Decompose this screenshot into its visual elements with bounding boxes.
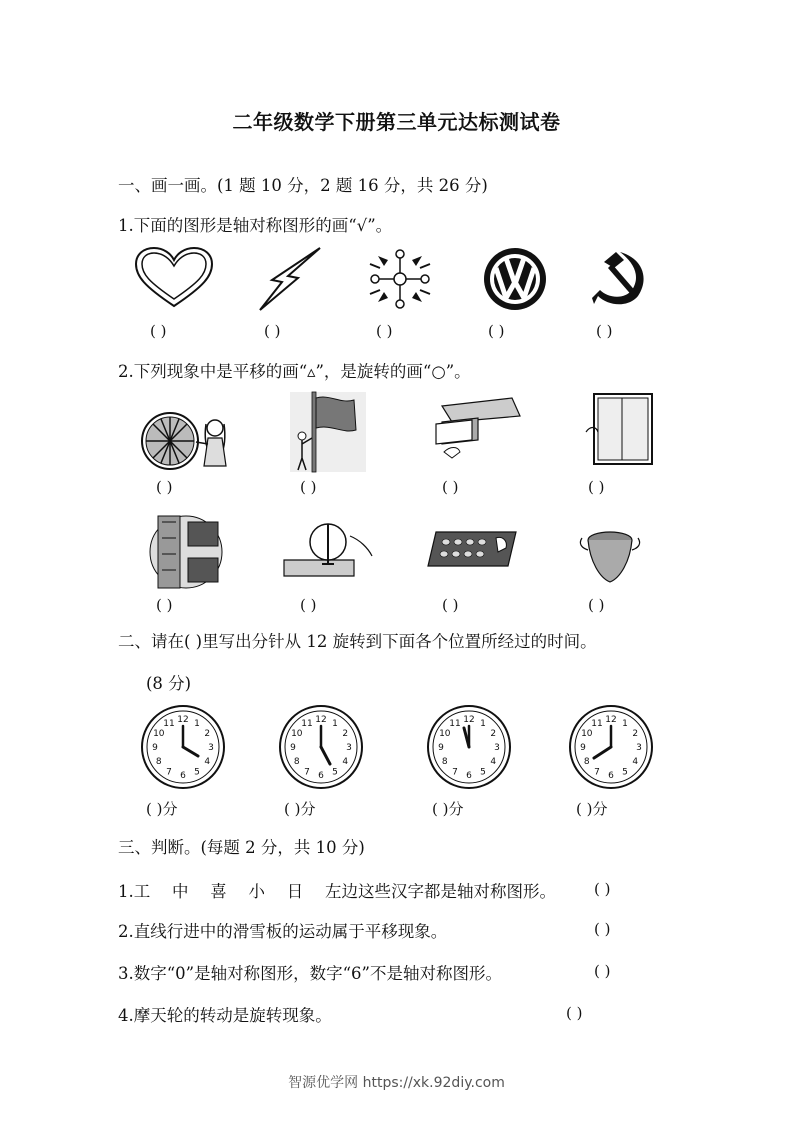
abacus-image: [426, 528, 520, 570]
clock-numeral: 4: [204, 757, 211, 768]
clock-numeral: 7: [304, 767, 310, 778]
clock-numeral: 6: [608, 771, 614, 782]
clock-numeral: 10: [581, 729, 593, 740]
clock-numeral: 3: [494, 743, 500, 754]
section2-heading: 二、请在( )里写出分针从 12 旋转到下面各个位置所经过的时间。: [118, 632, 597, 651]
clock-numeral: 5: [194, 767, 200, 778]
clock-numeral: 10: [153, 729, 165, 740]
question-2-text: 2.下列现象中是平移的画“▵”，是旋转的画“○”。: [118, 362, 471, 381]
clock-numeral: 4: [490, 757, 497, 768]
unit-label: 分: [162, 800, 178, 818]
clock-numeral: 1: [480, 719, 486, 729]
clock-numeral: 1: [622, 719, 628, 729]
clock-numeral: 8: [441, 757, 448, 768]
clock-numeral: 9: [580, 743, 586, 754]
clock-numeral: 7: [452, 767, 458, 778]
answer-blank[interactable]: ( ): [156, 596, 173, 614]
snowflake-ornament-icon: [366, 246, 434, 312]
clock-numeral: 9: [152, 743, 158, 754]
unit-label: 分: [448, 800, 464, 818]
clock-face: [140, 704, 226, 790]
drawer-pulling-image: [432, 392, 522, 464]
clock-numeral: 9: [290, 743, 296, 754]
hammer-sickle-icon: [590, 248, 654, 310]
clock-numeral: 10: [439, 729, 451, 740]
clock-numeral: 12: [177, 715, 189, 726]
judgement-blank[interactable]: ( ): [594, 920, 611, 938]
clock-numeral: 1: [194, 719, 200, 729]
clock-numeral: 11: [301, 719, 313, 729]
clock-face: [426, 704, 512, 790]
section3-heading: 三、判断。(每题 2 分，共 10 分): [118, 838, 365, 857]
clock-numeral: 2: [490, 729, 497, 740]
clock-numeral: 3: [346, 743, 352, 754]
answer-blank[interactable]: ( ): [376, 322, 393, 340]
clock-numeral: 11: [591, 719, 603, 729]
clock-numeral: 6: [180, 771, 186, 782]
judgement-blank[interactable]: ( ): [566, 1004, 583, 1022]
clock-numeral: 4: [342, 757, 349, 768]
clock-numeral: 12: [605, 715, 617, 726]
vw-logo-icon: [482, 246, 548, 312]
clock-numeral: 10: [291, 729, 303, 740]
judgement-blank[interactable]: ( ): [594, 880, 611, 898]
clock-numeral: 8: [583, 757, 590, 768]
globe-spinning-image: [282, 520, 374, 578]
minutes-answer[interactable]: ( )分: [432, 800, 464, 818]
section2-score: (8 分): [146, 674, 192, 693]
clock-numeral: 5: [622, 767, 628, 778]
question-1-text: 1.下面的图形是轴对称图形的画“√”。: [118, 216, 393, 235]
answer-blank[interactable]: ( ): [150, 322, 167, 340]
clock-numeral: 8: [293, 757, 300, 768]
answer-blank[interactable]: ( ): [596, 322, 613, 340]
clock-numeral: 2: [204, 729, 211, 740]
clock-numeral: 6: [318, 771, 324, 782]
page-title: 二年级数学下册第三单元达标测试卷: [232, 110, 561, 134]
judgement-item: 4.摩天轮的转动是旋转现象。: [118, 1006, 332, 1025]
ferris-wheel-girl-image: [140, 408, 236, 474]
clock-numeral: 4: [632, 757, 639, 768]
clock-numeral: 3: [208, 743, 214, 754]
minutes-answer[interactable]: ( )分: [146, 800, 178, 818]
spinning-top-image: [574, 526, 646, 584]
answer-blank[interactable]: ( ): [442, 596, 459, 614]
clock-numeral: 11: [163, 719, 175, 729]
minutes-answer[interactable]: ( )分: [284, 800, 316, 818]
clock-numeral: 5: [480, 767, 486, 778]
answer-blank[interactable]: ( ): [588, 478, 605, 496]
answer-blank[interactable]: ( ): [300, 478, 317, 496]
clock-numeral: 6: [466, 771, 472, 782]
answer-blank[interactable]: ( ): [264, 322, 281, 340]
clock-numeral: 1: [332, 719, 338, 729]
unit-label: 分: [592, 800, 608, 818]
flag-raising-image: [290, 392, 366, 472]
answer-blank[interactable]: ( ): [588, 596, 605, 614]
clock-numeral: 12: [315, 715, 327, 726]
section1-heading: 一、画一画。(1 题 10 分，2 题 16 分，共 26 分): [118, 176, 488, 195]
clock-numeral: 12: [463, 715, 475, 726]
clock-numeral: 8: [155, 757, 162, 768]
clock-numeral: 3: [636, 743, 642, 754]
judgement-item: 3.数字“0”是轴对称图形，数字“6”不是轴对称图形。: [118, 964, 502, 983]
clock-numeral: 11: [449, 719, 461, 729]
minutes-answer[interactable]: ( )分: [576, 800, 608, 818]
heart-icon: [134, 248, 214, 310]
clock-numeral: 7: [166, 767, 172, 778]
clock-numeral: 7: [594, 767, 600, 778]
judgement-item: 1.工 中 喜 小 日 左边这些汉字都是轴对称图形。: [118, 882, 556, 901]
clock-numeral: 5: [332, 767, 338, 778]
clock-numeral: 2: [632, 729, 639, 740]
clock-numeral: 9: [438, 743, 444, 754]
judgement-blank[interactable]: ( ): [594, 962, 611, 980]
clock-face: [568, 704, 654, 790]
sliding-window-image: [584, 392, 656, 466]
answer-blank[interactable]: ( ): [300, 596, 317, 614]
answer-blank[interactable]: ( ): [442, 478, 459, 496]
elevator-building-image: [148, 512, 224, 592]
answer-blank[interactable]: ( ): [488, 322, 505, 340]
judgement-item: 2.直线行进中的滑雪板的运动属于平移现象。: [118, 922, 448, 941]
clock-numeral: 2: [342, 729, 349, 740]
answer-blank[interactable]: ( ): [156, 478, 173, 496]
clock-face: [278, 704, 364, 790]
lightning-icon: [258, 246, 322, 312]
footer-watermark: 智源优学网 https://xk.92diy.com: [288, 1075, 505, 1091]
unit-label: 分: [300, 800, 316, 818]
